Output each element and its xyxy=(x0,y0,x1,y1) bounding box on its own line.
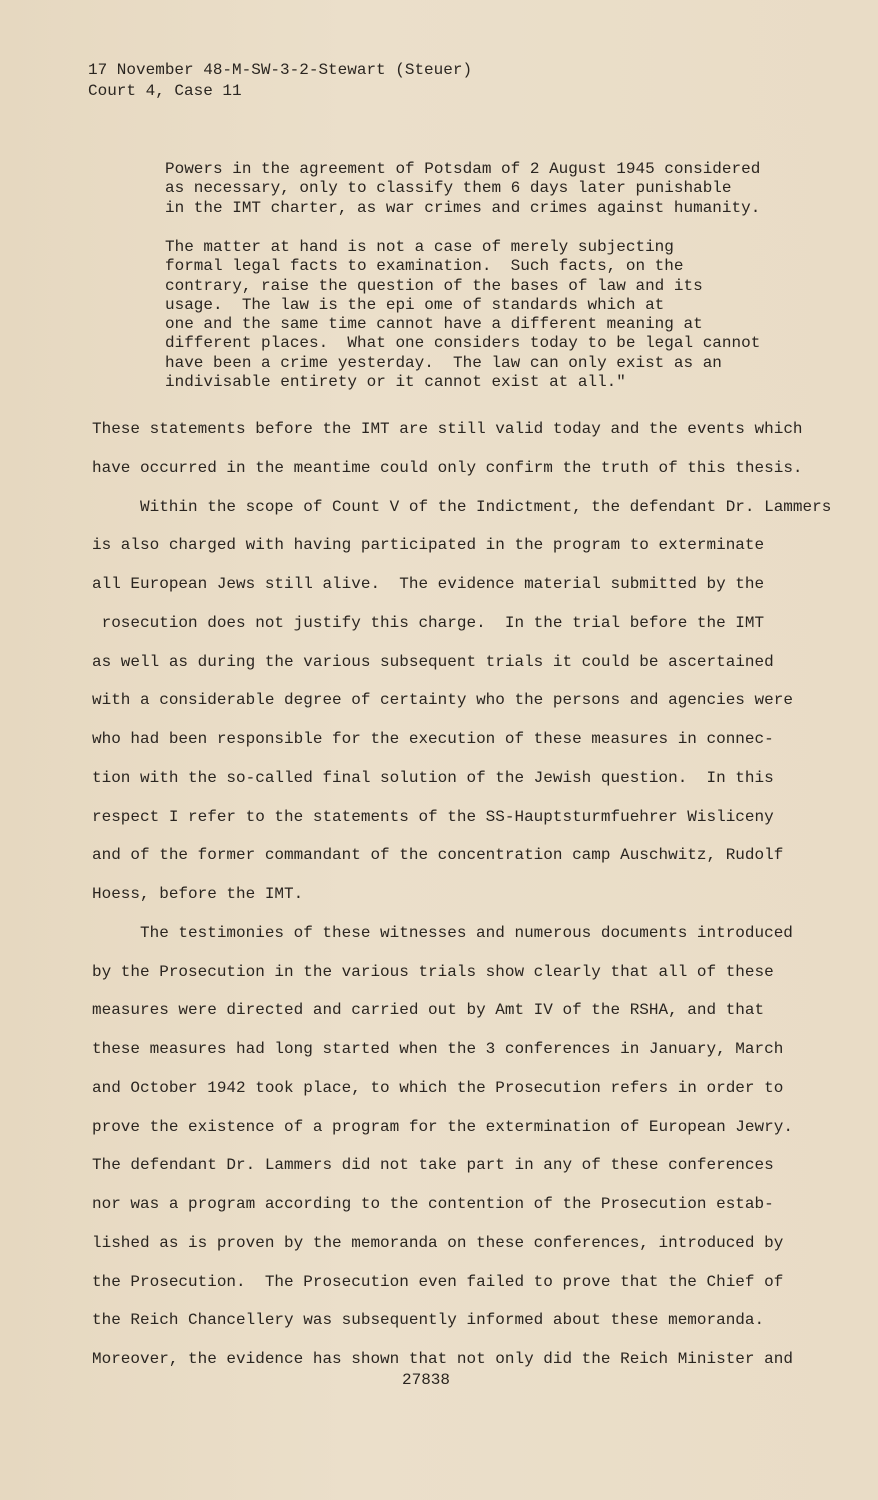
paragraph-start-line: Within the scope of Count V of the Indictment, the defendant Dr. Lammers xyxy=(140,497,832,516)
text-line: as necessary, only to classify them 6 days later punishable xyxy=(165,179,732,198)
text-line: respect I refer to the statements of the SS-Hauptsturmfuehrer Wisliceny xyxy=(92,807,774,826)
page-number: 27838 xyxy=(401,1371,450,1389)
text-line: all European Jews still alive. The evidence material submitted by the xyxy=(92,575,765,593)
text-line: The defendant Dr. Lammers did not take part in any of these conferences xyxy=(92,1156,774,1175)
text-line: The matter at hand is not a case of merely subjecting xyxy=(165,238,674,256)
text-line: and of the former commandant of the concentration camp Auschwitz, Rudolf xyxy=(92,846,784,865)
paragraph-start-line: The testimonies of these witnesses and numerous documents introduced xyxy=(140,923,793,942)
text-line: Powers in the agreement of Potsdam of 2 August 1945 considered xyxy=(165,160,761,178)
text-line: Moreover, the evidence has shown that not only did the Reich Minister and xyxy=(92,1350,793,1368)
text-line: lished as is proven by the memoranda on these conferences, introduced by xyxy=(92,1233,784,1252)
text-line: These statements before the IMT are still valid today and the events which xyxy=(92,420,803,438)
text-line: these measures had long started when the 3 conferences in January, March xyxy=(92,1040,784,1058)
header-line-date: 17 November 48-M-SW-3-2-Stewart (Steuer) xyxy=(88,61,473,79)
text-line: contrary, raise the question of the bases of law and its xyxy=(165,276,703,295)
header-line-court: Court 4, Case 11 xyxy=(88,82,242,100)
text-line: and October 1942 took place, to which the Prosecution refers in order to xyxy=(92,1078,784,1097)
text-line: who had been responsible for the execution of these measures in connec- xyxy=(92,730,774,748)
text-line: different places. What one considers today to be legal cannot xyxy=(165,334,761,353)
text-line: rosecution does not justify this charge. In the trial before the IMT xyxy=(92,613,765,632)
text-line: usage. The law is the epi ome of standards which at xyxy=(165,295,665,314)
text-line: one and the same time cannot have a different meaning at xyxy=(165,315,703,334)
document-header xyxy=(88,60,472,102)
text-line: Hoess, before the IMT. xyxy=(92,885,304,903)
text-line: measures were directed and carried out by Amt IV of the RSHA, and that xyxy=(92,1001,765,1020)
text-line: prove the existence of a program for the extermination of European Jewry. xyxy=(92,1117,793,1136)
text-line: nor was a program according to the contention of the Prosecution estab- xyxy=(92,1195,774,1213)
text-line: is also charged with having participated in the program to exterminate xyxy=(92,536,765,555)
text-line: the Prosecution. The Prosecution even failed to prove that the Chief of xyxy=(92,1272,784,1291)
text-line: indivisable entirety or it cannot exist at all." xyxy=(165,373,626,392)
text-line: the Reich Chancellery was subsequently informed about these memoranda. xyxy=(92,1311,765,1330)
text-line: have occurred in the meantime could only confirm the truth of this thesis. xyxy=(92,458,803,477)
text-line: by the Prosecution in the various trials show clearly that all of these xyxy=(92,962,774,981)
text-line: tion with the so-called final solution of the Jewish question. In this xyxy=(92,768,774,787)
text-line: formal legal facts to examination. Such facts, on the xyxy=(165,257,684,276)
text-line: in the IMT charter, as war crimes and crimes against humanity. xyxy=(165,198,761,217)
body-text xyxy=(92,410,831,1379)
text-line: have been a crime yesterday. The law can only exist as an xyxy=(165,353,722,372)
text-line: with a considerable degree of certainty who the persons and agencies were xyxy=(92,691,793,710)
quote-paragraph-1 xyxy=(165,160,760,218)
quote-paragraph-2 xyxy=(165,238,760,392)
text-line: as well as during the various subsequent trials it could be ascertained xyxy=(92,652,774,671)
